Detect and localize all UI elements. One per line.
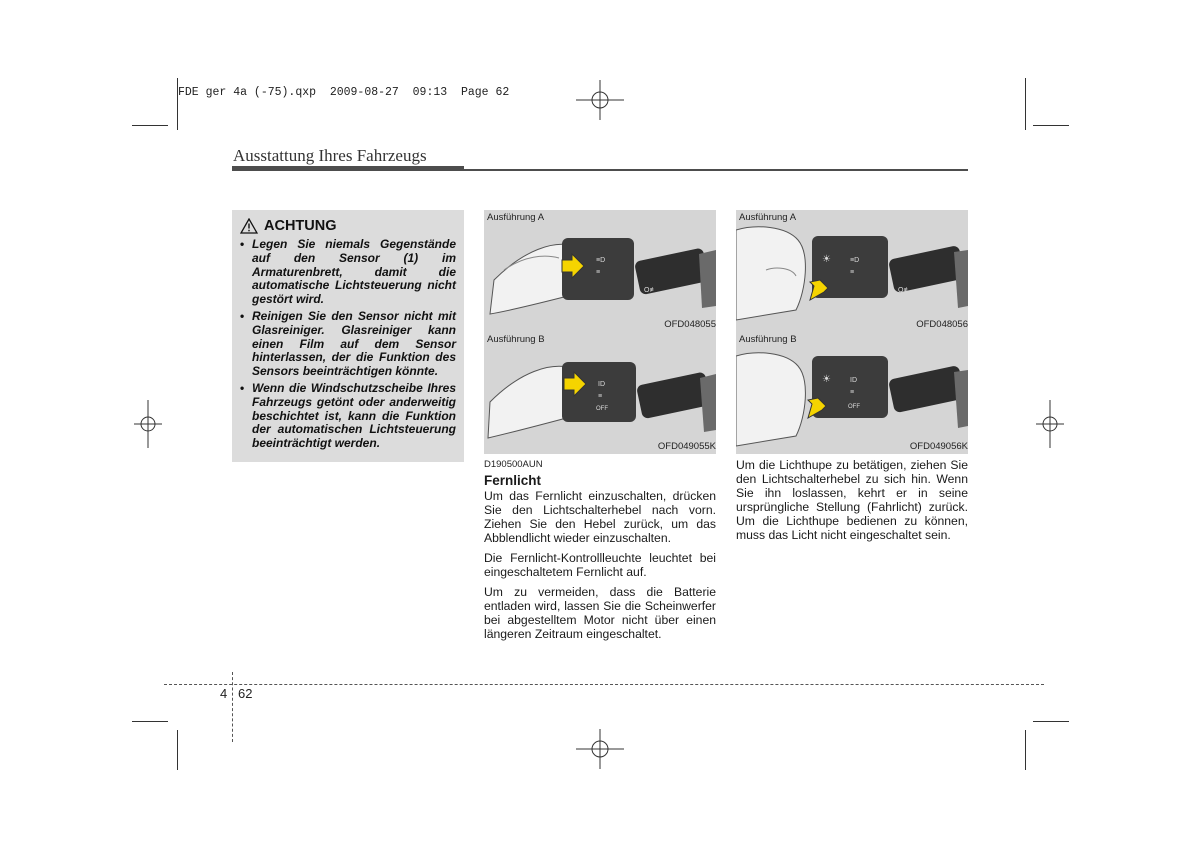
section-heading: Fernlicht: [484, 473, 542, 488]
figure-variant-label: Ausführung B: [739, 334, 797, 345]
svg-text:≡: ≡: [598, 393, 603, 400]
svg-text:☀: ☀: [822, 254, 831, 265]
figure-code: OFD049055K: [657, 441, 716, 452]
crop-mark: [132, 721, 168, 722]
flash-section: [736, 458, 968, 548]
registration-mark-icon: [1036, 400, 1064, 448]
svg-text:≡: ≡: [850, 389, 855, 396]
registration-mark-icon: [576, 80, 624, 120]
svg-text:≡D: ≡D: [596, 257, 606, 264]
figure-variant-label: Ausführung A: [739, 212, 797, 223]
body-paragraph: Die Fernlicht-Kontrollleuchte leuchtet bei eingeschaltetem Fernlicht auf.: [484, 551, 716, 579]
footer-rule: [164, 684, 1044, 685]
figure-code: OFD048055: [664, 319, 716, 330]
figure-code: OFD049056K: [909, 441, 968, 452]
caution-header: [240, 218, 456, 234]
section-title: Ausstattung Ihres Fahrzeugs: [233, 146, 427, 165]
svg-text:OFF: OFF: [848, 404, 860, 410]
figure-lever-push-b: [484, 332, 716, 454]
svg-text:ID: ID: [850, 377, 857, 384]
lever-illustration: [736, 332, 968, 454]
registration-mark-icon: [134, 400, 162, 448]
header-rule: [232, 166, 464, 171]
svg-text:OFF: OFF: [596, 406, 608, 412]
svg-text:☀: ☀: [822, 374, 831, 385]
lever-illustration: [484, 332, 716, 454]
footer-rule: [232, 672, 233, 742]
figure-lever-pull-a: [736, 210, 968, 332]
crop-mark: [1025, 730, 1026, 770]
body-paragraph: Um zu vermeiden, dass die Batterie entladen wird, lassen Sie die Scheinwerfer bei abgestelltem Motor nicht über einen längeren Zeitraum eingeschaltet.: [484, 585, 716, 641]
caution-title: ACHTUNG: [264, 218, 337, 234]
caution-box: [232, 210, 464, 462]
svg-text:≡D: ≡D: [850, 257, 860, 264]
high-beam-section: [484, 458, 716, 647]
crop-mark: [132, 125, 168, 126]
crop-mark: [177, 730, 178, 770]
figure-variant-label: Ausführung B: [487, 334, 545, 345]
chapter-number: 4: [220, 686, 228, 701]
figure-lever-pull-b: [736, 332, 968, 454]
lever-illustration: [484, 210, 716, 332]
svg-text:≡: ≡: [596, 269, 601, 276]
svg-text:≡: ≡: [850, 269, 855, 276]
svg-text:ID: ID: [598, 381, 605, 388]
caution-list: [238, 238, 456, 451]
header-rule: [464, 169, 968, 171]
print-slug: FDE ger 4a (-75).qxp 2009-08-27 09:13 Page 62: [178, 86, 510, 99]
figure-variant-label: Ausführung A: [487, 212, 545, 223]
figure-code: OFD048056: [916, 319, 968, 330]
warning-triangle-icon: [240, 218, 258, 234]
registration-mark-icon: [576, 729, 624, 769]
crop-mark: [1025, 78, 1026, 130]
caution-item: • Wenn die Windschutzscheibe Ihres Fahrzeugs getönt oder anderweitig beschichtet ist, kann die Funktion der automatischen Lichtsteuerung beeinträchtigt werden.: [238, 382, 456, 451]
body-paragraph: Um das Fernlicht einzuschalten, drücken Sie den Lichtschalterhebel nach vorn. Ziehen Sie den Hebel zurück, um das Abblendlicht wieder einzuschalten.: [484, 489, 716, 545]
figure-lever-push-a: [484, 210, 716, 332]
page-number: 62: [238, 686, 253, 701]
caution-item: • Reinigen Sie den Sensor nicht mit Glasreiniger. Glasreiniger kann einen Film auf dem Sensor hinterlassen, der die Funktion des Sensors beeinträchtigen könnte.: [238, 310, 456, 379]
body-paragraph: Um die Lichthupe zu betätigen, ziehen Sie den Lichtschalterhebel zu sich hin. Wenn Sie ihn loslassen, kehrt er in seine ursprüngliche Stellung (Fahrlicht) zurück. Um die Lichthupe bedienen zu können, muss das Licht nicht eingeschaltet sein.: [736, 458, 968, 542]
lever-illustration: [736, 210, 968, 332]
svg-text:O≢: O≢: [644, 287, 657, 294]
crop-mark: [1033, 721, 1069, 722]
crop-mark: [1033, 125, 1069, 126]
section-code: D190500AUN: [484, 459, 543, 470]
svg-text:O≢: O≢: [898, 287, 911, 294]
caution-item: • Legen Sie niemals Gegenstände auf den Sensor (1) im Armaturenbrett, damit die automatische Lichtsteuerung nicht gestört wird.: [238, 238, 456, 307]
